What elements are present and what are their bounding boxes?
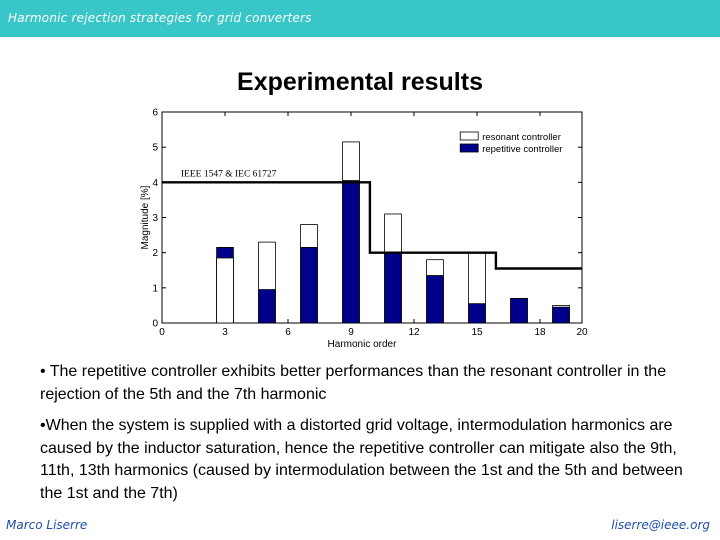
legend-label: resonant controller bbox=[482, 132, 561, 143]
legend-swatch bbox=[460, 144, 478, 152]
bar-repetitive bbox=[553, 307, 570, 323]
x-tick-label: 6 bbox=[285, 327, 291, 338]
bar-repetitive bbox=[427, 276, 444, 323]
bar-repetitive bbox=[301, 247, 318, 323]
limit-label: IEEE 1547 & IEC 61727 bbox=[180, 169, 277, 180]
y-tick-label: 3 bbox=[152, 213, 158, 224]
x-tick-label: 12 bbox=[408, 327, 420, 338]
bar-resonant bbox=[217, 258, 234, 323]
bullet-1: • The repetitive controller exhibits better performances than the resonant controller in the rejection of the 5th and the 7th harmonic bbox=[40, 363, 667, 403]
x-tick-label: 15 bbox=[471, 327, 483, 338]
x-axis-label: Harmonic order bbox=[327, 339, 397, 350]
footer-email: liserre@ieee.org bbox=[611, 518, 710, 532]
x-tick-label: 20 bbox=[576, 327, 588, 338]
harmonic-chart bbox=[128, 92, 588, 350]
footer-author: Marco Liserre bbox=[6, 518, 88, 532]
header-title: Harmonic rejection strategies for grid converters bbox=[8, 11, 312, 25]
bar-repetitive bbox=[259, 290, 276, 323]
bullet-2: •When the system is supplied with a distorted grid voltage, intermodulation harmonics are caused by the inductor saturation, hence the repetitive controller can mitigate also the 9th, 11th, 13th harmonics (caused by intermodulation between the 1st and the 5th and between the 1st and the 7th) bbox=[40, 417, 683, 502]
legend-label: repetitive controller bbox=[482, 144, 563, 155]
legend-swatch bbox=[460, 132, 478, 140]
harmonic-chart-svg bbox=[128, 92, 588, 350]
bar-repetitive bbox=[385, 253, 402, 323]
slide-title-text: Experimental results bbox=[237, 68, 483, 96]
bar-repetitive bbox=[343, 181, 360, 323]
y-axis-label: Magnitude [%] bbox=[140, 185, 151, 250]
y-tick-label: 6 bbox=[152, 107, 158, 119]
y-tick-label: 0 bbox=[152, 318, 158, 330]
y-tick-label: 2 bbox=[152, 248, 158, 260]
y-tick-label: 5 bbox=[152, 142, 158, 154]
x-tick-label: 9 bbox=[348, 327, 354, 338]
x-tick-label: 3 bbox=[222, 327, 228, 338]
y-tick-label: 4 bbox=[152, 177, 158, 189]
x-tick-label: 18 bbox=[534, 327, 546, 338]
header-bar bbox=[0, 0, 720, 37]
bar-repetitive bbox=[469, 304, 486, 323]
x-tick-label: 0 bbox=[159, 327, 165, 338]
bar-repetitive bbox=[511, 298, 528, 323]
y-tick-label: 1 bbox=[152, 283, 158, 295]
